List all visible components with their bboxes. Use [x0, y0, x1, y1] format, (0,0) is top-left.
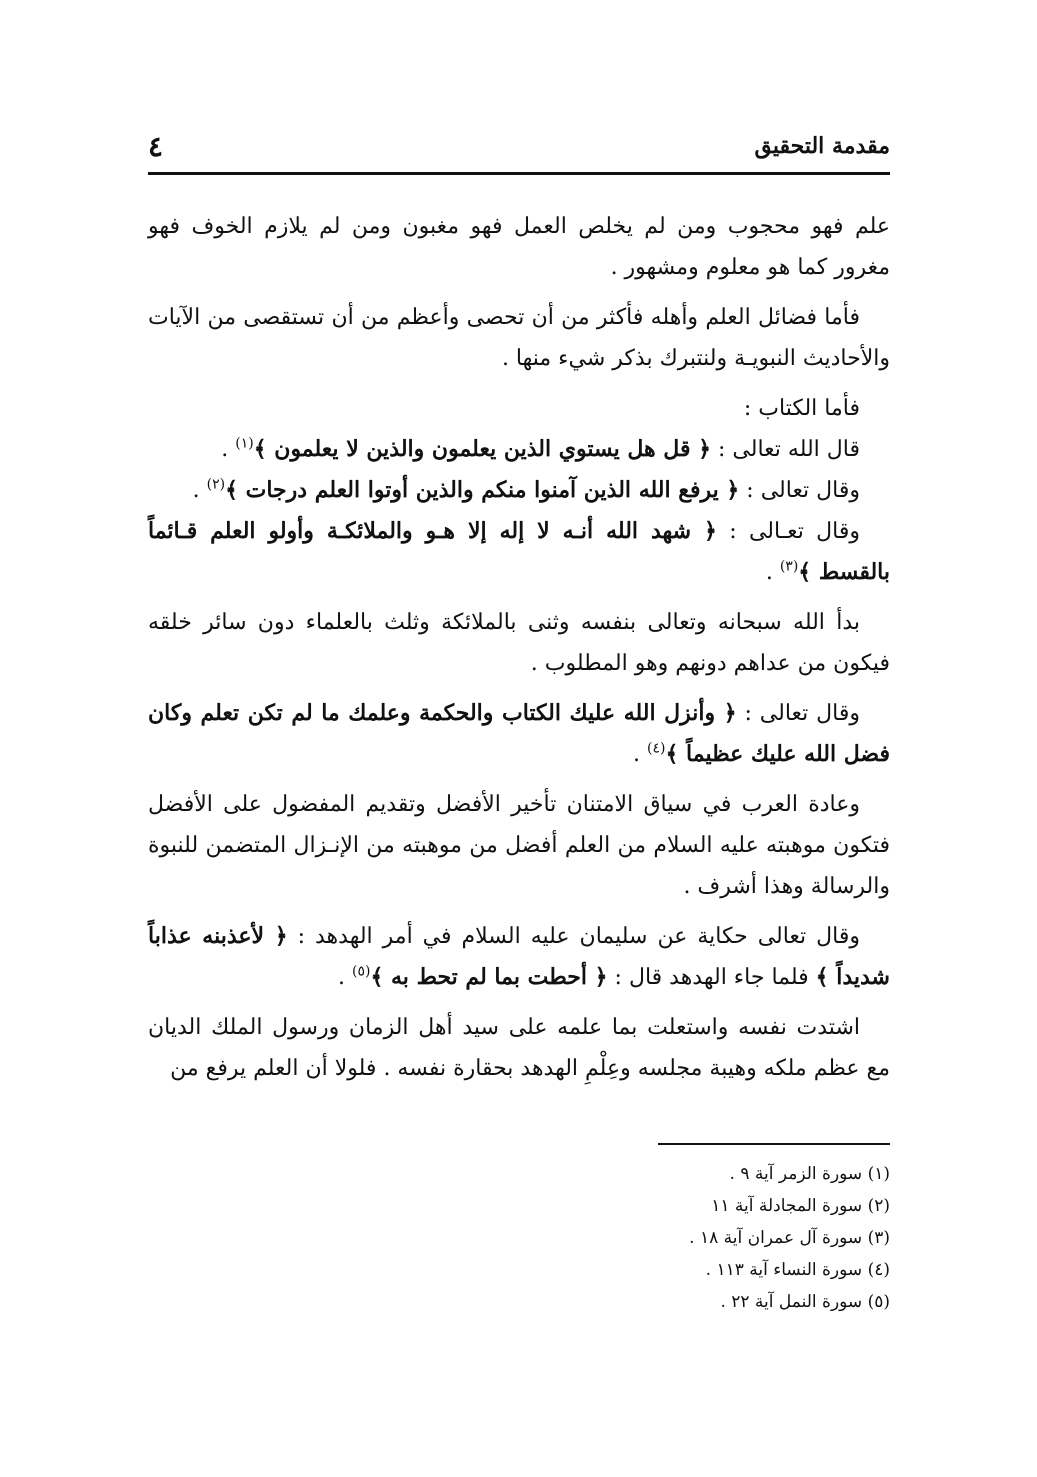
footnote-5: (٥) سورة النمل آية ٢٢ .: [720, 1292, 890, 1312]
verse-intro: وقال تعالى حكاية عن سليمان عليه السلام في أمر الهدهد :: [287, 924, 860, 949]
verse-line-2: [148, 470, 890, 511]
page-number: ٤: [148, 129, 164, 163]
verse-text: ﴿ يرفع الله الذين آمنوا منكم والذين أوتوا العلم درجات ﴾: [225, 477, 740, 503]
footnote-ref: (٤): [647, 740, 666, 757]
footnote-ref: (٣): [779, 558, 799, 575]
paragraph-6: وعادة العرب في سياق الامتنان تأخير الأفضل وتقديم المفضول على الأفضل فتكون موهبته عليه السلام من العلم أفضل من موهبته من الإنـزال المتضمن للنبوة والرسالة وهذا أشرف .: [148, 792, 890, 899]
verse-intro: وقال تعـالى :: [716, 519, 860, 544]
paragraph-8: اشتدت نفسه واستعلت بما علمه على سيد أهل الزمان ورسول الملك الديان مع عظم ملكه وهيبة مجلسه وعِلْمِ الهدهد بحقارة نفسه . فلولا أن العلم يرفع من: [148, 1015, 890, 1081]
paragraph-quran-verses: [148, 388, 890, 593]
footnote-ref: (٥): [351, 963, 371, 980]
main-text: [148, 206, 890, 1098]
footnote-2: (٢) سورة المجادلة آية ١١: [711, 1196, 890, 1216]
verse-end: .: [192, 478, 207, 503]
verse-text: ﴿ قل هل يستوي الذين يعلمون والذين لا يعلمون ﴾: [253, 436, 712, 462]
page-title: مقدمة التحقيق: [754, 133, 890, 159]
paragraph-1: علم فهو محجوب ومن لم يخلص العمل فهو مغبون ومن لم يلازم الخوف فهو مغرور كما هو معلوم ومشهور .: [148, 214, 890, 280]
verse-intro: قال الله تعالى :: [711, 437, 860, 462]
section-heading-kitab: فأما الكتاب :: [743, 396, 860, 421]
footnote-4: (٤) سورة النساء آية ١١٣ .: [705, 1260, 890, 1280]
footnote-1: (١) سورة الزمر آية ٩ .: [729, 1164, 890, 1184]
verse-line-3: [148, 511, 890, 593]
narrative-text: فلما جاء الهدهد قال :: [607, 965, 816, 990]
verse-text: ﴿ وأنزل الله عليك الكتاب والحكمة وعلمك ما لم تكن تعلم وكان فضل الله عليك عظيماً ﴾: [148, 700, 890, 767]
verse-intro: وقال تعالى :: [736, 701, 860, 726]
verse-text: ﴿ أحطت بما لم تحط به ﴾: [370, 964, 608, 990]
footnote-3: (٣) سورة آل عمران آية ١٨ .: [689, 1228, 890, 1248]
paragraph-4: بدأ الله سبحانه وتعالى بنفسه وثنى بالملائكة وثلث بالعلماء دون سائر خلقه فيكون من عداهم دونهم وهو المطلوب .: [148, 610, 890, 676]
verse-end: .: [633, 742, 648, 767]
paragraph-5: [148, 693, 890, 775]
verse-intro: وقال تعالى :: [739, 478, 860, 503]
footnote-ref: (١): [235, 435, 254, 452]
verse-text: ﴿ شهد الله أنـه لا إله إلا هـو والملائكـة وأولو العلم قـائماً بالقسط ﴾: [148, 518, 890, 585]
verse-end: .: [337, 965, 352, 990]
paragraph-7: [148, 916, 890, 998]
paragraph-2: فأما فضائل العلم وأهله فأكثر من أن تحصى وأعظم من أن تستقصى من الآيات والأحاديث النبويـة ولنتبرك بذكر شيء منها .: [148, 305, 890, 371]
verse-end: .: [765, 560, 780, 585]
header-rule: [148, 172, 890, 175]
footnote-rule: [658, 1143, 890, 1145]
footnote-ref: (٢): [206, 476, 226, 493]
footnotes: [148, 1158, 890, 1318]
verse-text: ﴿ لأعذبنه عذاباً شديداً ﴾: [148, 923, 890, 990]
verse-end: .: [221, 437, 236, 462]
page-header: [148, 128, 890, 164]
verse-line-1: [148, 429, 890, 470]
